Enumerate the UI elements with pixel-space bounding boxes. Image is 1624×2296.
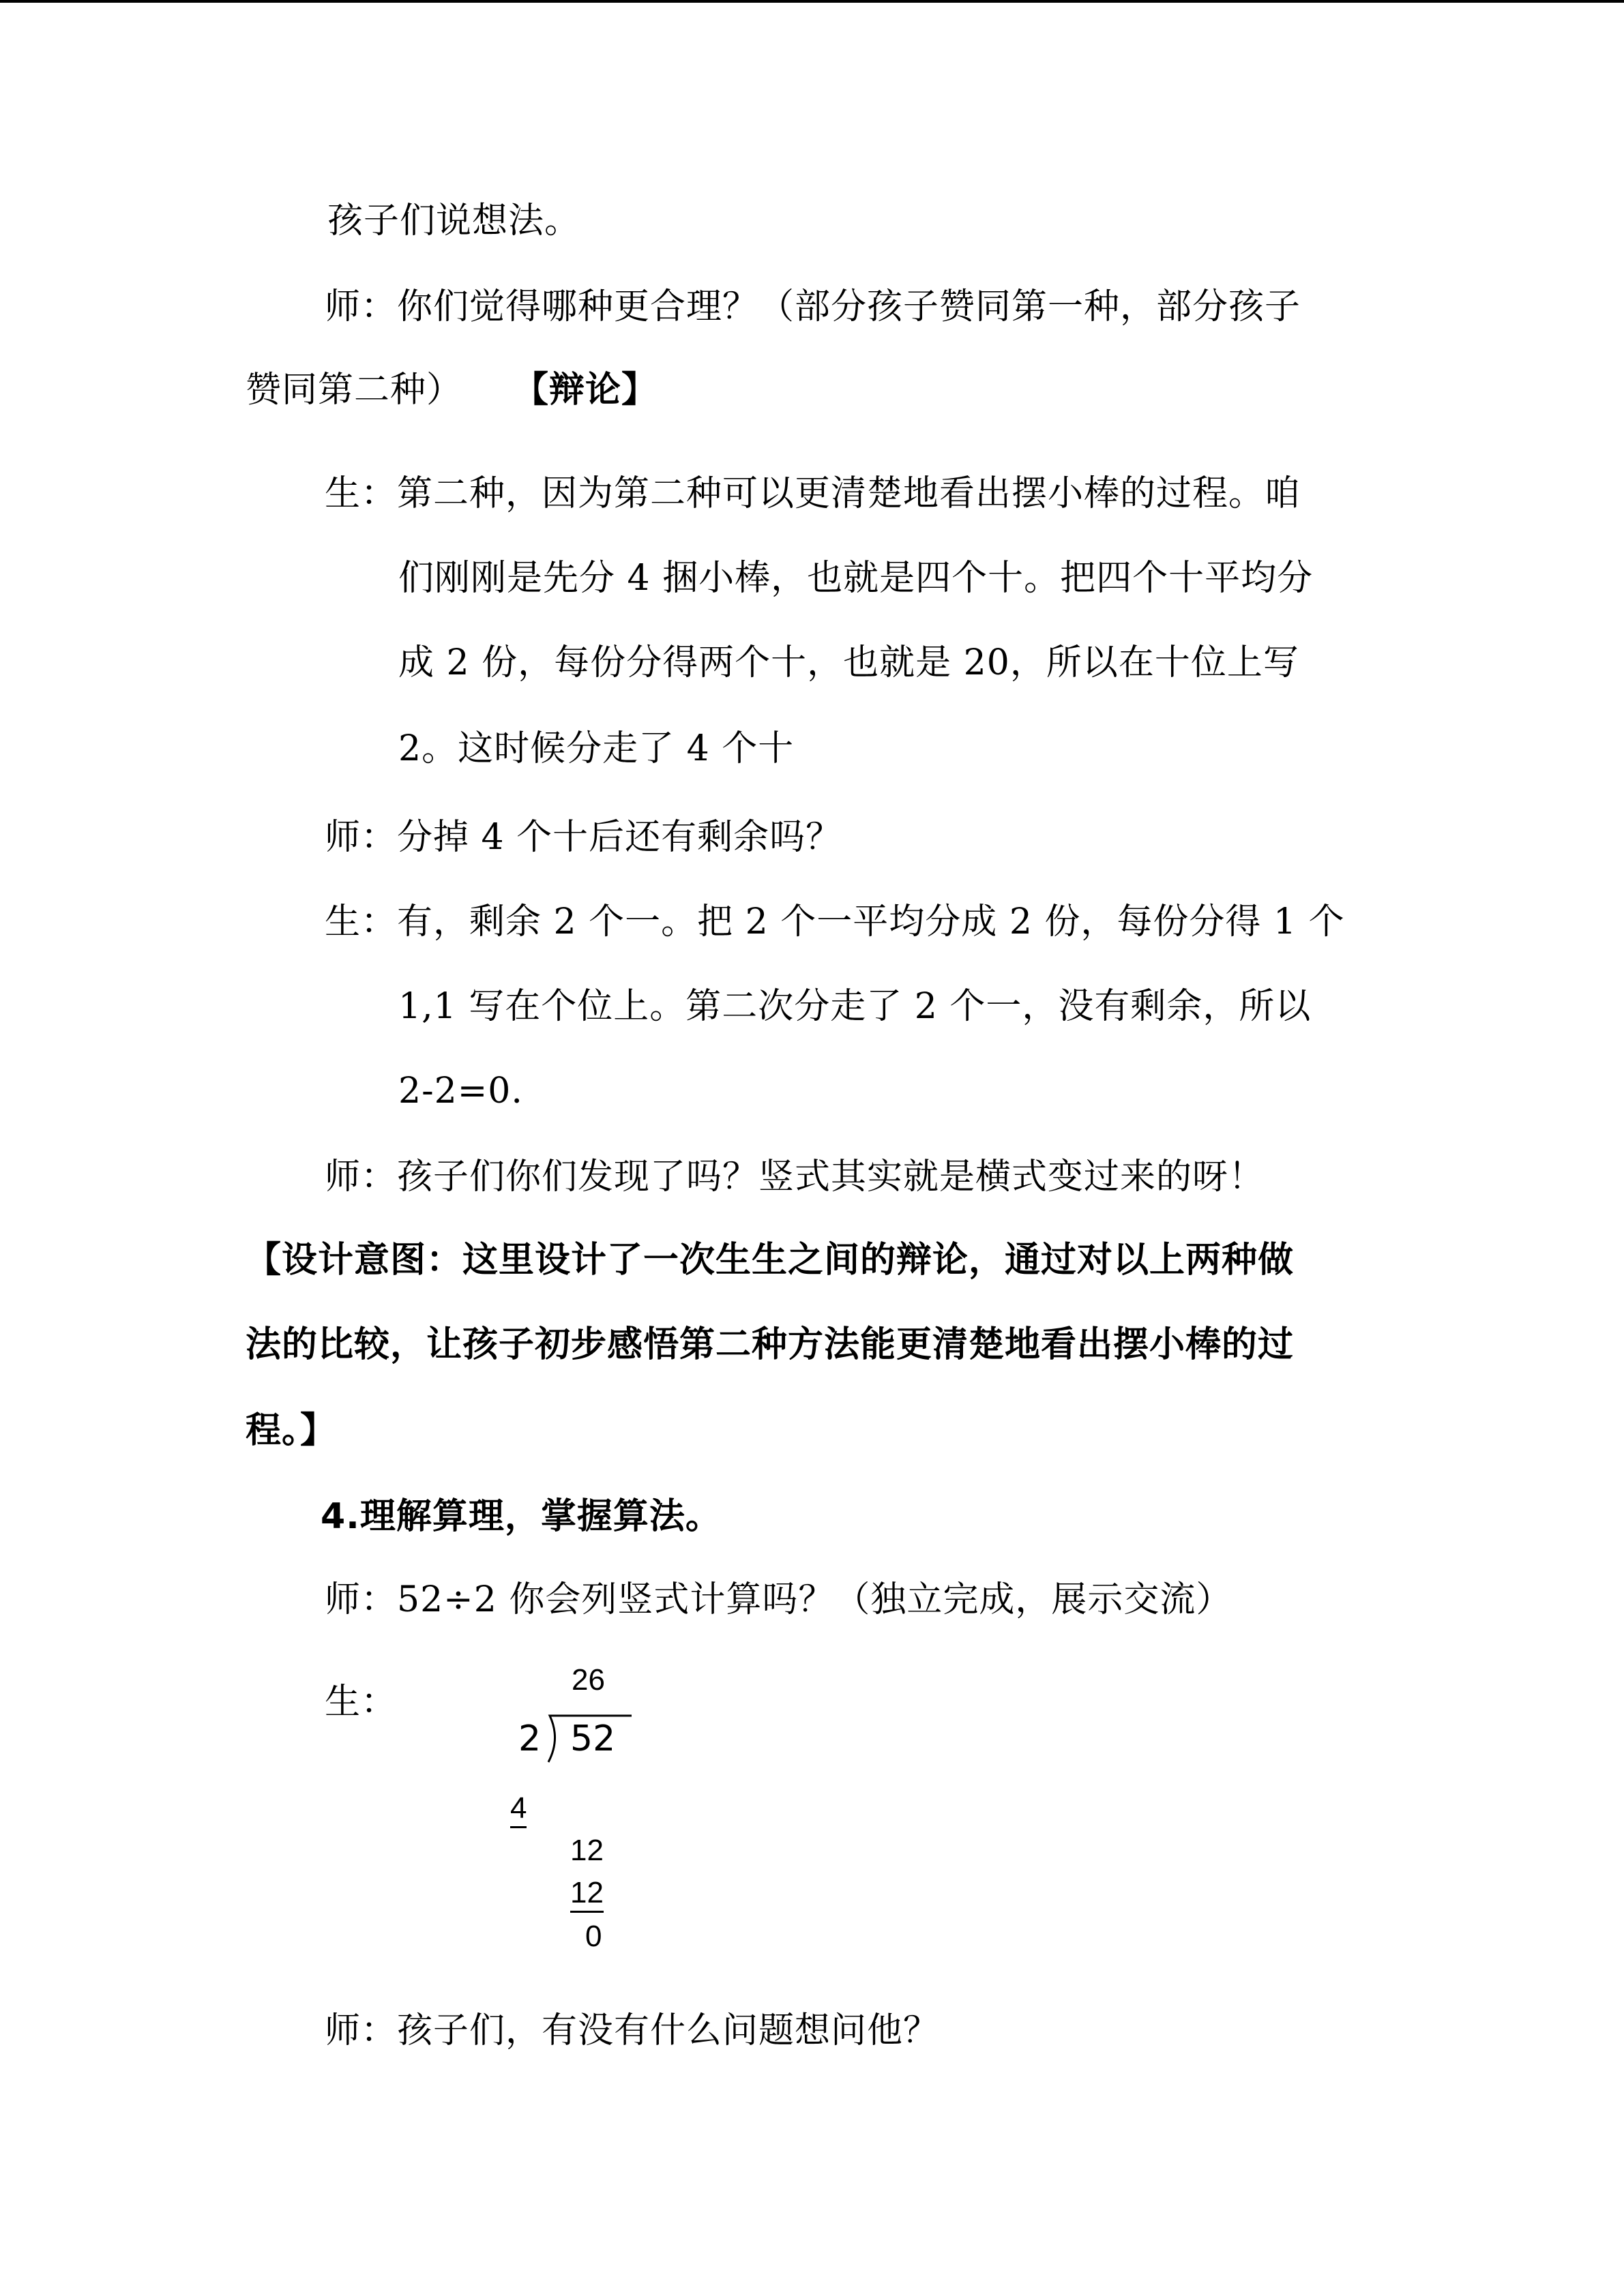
- section-heading-4: 4.理解算理，掌握算法。: [321, 1496, 722, 1537]
- student-label: 生：: [325, 1682, 398, 1723]
- paragraph-teacher-question-line2: 赞同第二种）: [246, 370, 463, 411]
- paragraph-teacher-discovery: 师：孩子们你们发现了吗？竖式其实就是横式变过来的呀！: [325, 1157, 1265, 1197]
- design-intent-line1: 【设计意图：这里设计了一次生生之间的辩论，通过对以上两种做: [246, 1240, 1295, 1281]
- step-subtract-2: 12: [570, 1877, 604, 1913]
- design-intent-line3: 程。】: [246, 1410, 337, 1451]
- paragraph-student-remainder-line1: 生：有，剩余 2 个一。把 2 个一平均分成 2 份，每份分得 1 个: [325, 901, 1345, 942]
- paragraph-teacher-remainder-question: 师：分掉 4 个十后还有剩余吗？: [325, 817, 842, 858]
- dividend: 52: [570, 1718, 616, 1759]
- paragraph-student-remainder-line3: 2-2=0.: [398, 1071, 523, 1112]
- quotient: 26: [572, 1663, 605, 1697]
- paragraph-teacher-question-line1: 师：你们觉得哪种更合理？（部分孩子赞同第一种，部分孩子: [325, 286, 1301, 327]
- paragraph-student-answer-line3: 成 2 份，每份分得两个十，也就是 20，所以在十位上写: [398, 642, 1299, 683]
- paragraph-teacher-any-questions: 师：孩子们，有没有什么问题想问他？: [325, 2010, 940, 2051]
- paragraph-student-answer-line1: 生：第二种，因为第二种可以更清楚地看出摆小棒的过程。咱: [325, 473, 1301, 514]
- step-bring-down: 12: [570, 1834, 604, 1867]
- paragraph-teacher-vertical-calc: 师：52÷2 你会列竖式计算吗？（独立完成，展示交流）: [325, 1579, 1232, 1620]
- design-intent-line2: 法的比较，让孩子初步感悟第二种方法能更清楚地看出摆小棒的过: [246, 1324, 1295, 1365]
- divisor: 2: [518, 1718, 542, 1759]
- paragraph-student-remainder-line2: 1,1 写在个位上。第二次分走了 2 个一，没有剩余，所以: [398, 986, 1312, 1027]
- page-top-border: [0, 0, 1624, 3]
- paragraph-student-answer-line4: 2。这时候分走了 4 个十: [398, 728, 795, 769]
- debate-label: 【辩论】: [513, 370, 658, 411]
- step-subtract-1: 4: [510, 1792, 527, 1828]
- paragraph-kids-ideas: 孩子们说想法。: [327, 200, 581, 241]
- paragraph-student-answer-line2: 们刚刚是先分 4 捆小棒，也就是四个十。把四个十平均分: [398, 558, 1314, 599]
- remainder: 0: [585, 1920, 602, 1953]
